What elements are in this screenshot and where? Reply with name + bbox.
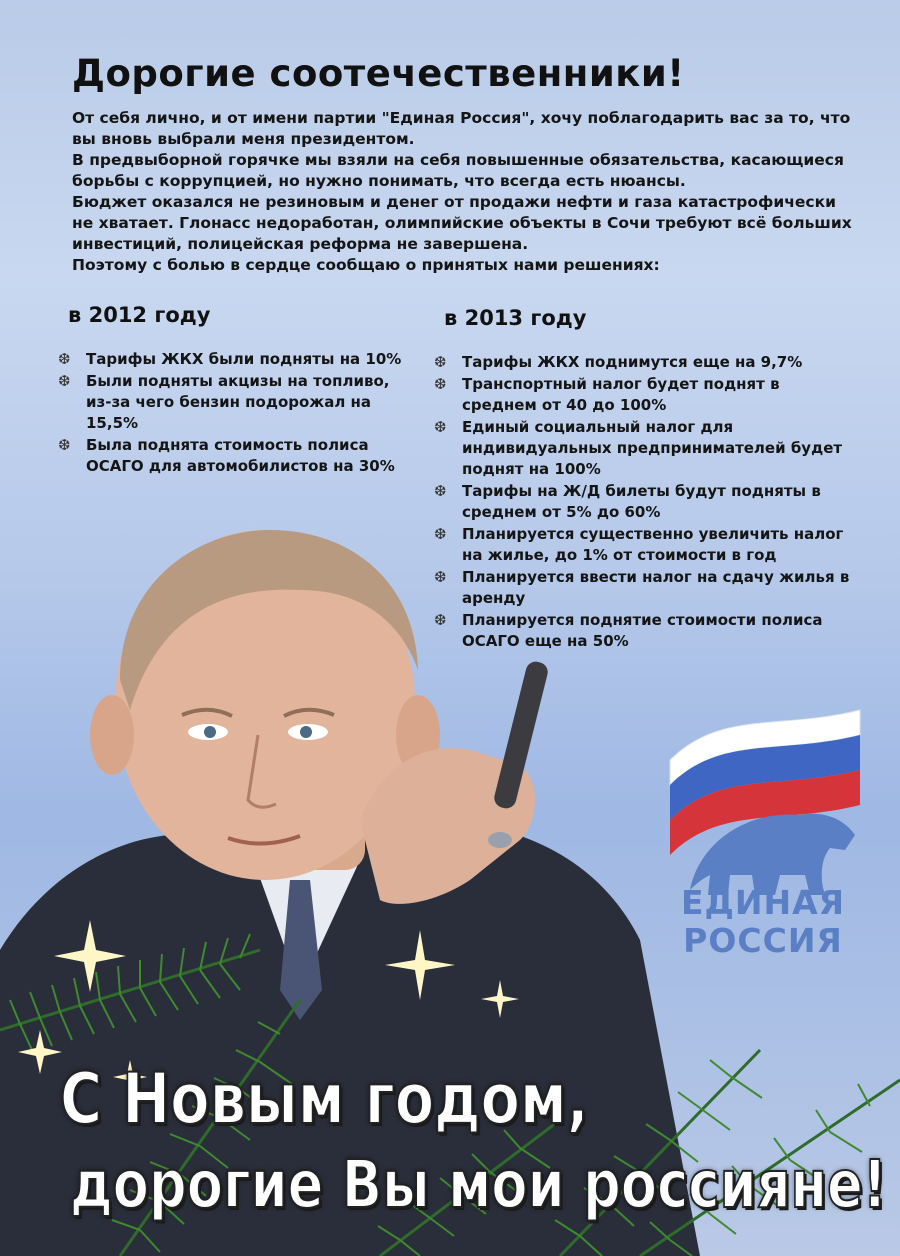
snowflake-bullet-icon: ❆	[434, 353, 447, 371]
greeting-line-2: дорогие Вы мои россияне!	[70, 1146, 887, 1223]
intro-paragraph: Бюджет оказался не резиновым и денег от продажи нефти и газа катастрофически не хватает. Глонасс недоработан, олимпийские объекты в Сочи требуют всё больших инвестиций, полицейская реформа не завершена.	[72, 193, 852, 253]
list-item	[432, 352, 852, 373]
year-2012-list	[56, 349, 406, 477]
intro-paragraph: В предвыборной горячке мы взяли на себя повышенные обязательства, касающиеся борьбы с коррупцией, но нужно понимать, что всегда есть нюансы.	[72, 151, 844, 190]
intro-paragraph: От себя лично, и от имени партии "Единая Россия", хочу поблагодарить вас за то, что вы вновь выбрали меня президентом.	[72, 109, 851, 148]
snowflake-bullet-icon: ❆	[434, 611, 447, 629]
snowflake-bullet-icon: ❆	[58, 350, 71, 368]
list-item	[432, 417, 852, 480]
intro-text	[72, 108, 862, 276]
list-item-text: Были подняты акцизы на топливо, из-за чего бензин подорожал на 15,5%	[86, 372, 390, 432]
list-item-text: Единый социальный налог для индивидуальных предпринимателей будет поднят на 100%	[462, 418, 843, 478]
snowflake-bullet-icon: ❆	[434, 418, 447, 436]
list-item-text: Была поднята стоимость полиса ОСАГО для автомобилистов на 30%	[86, 436, 395, 475]
list-item-text: Транспортный налог будет поднят в среднем от 40 до 100%	[462, 375, 780, 414]
list-item-text: Тарифы ЖКХ поднимутся еще на 9,7%	[462, 353, 803, 371]
list-item-text: Планируется существенно увеличить налог на жилье, до 1% от стоимости в год	[462, 525, 844, 564]
year-2012-heading: в 2012 году	[68, 303, 211, 327]
list-item	[56, 371, 406, 434]
snowflake-bullet-icon: ❆	[434, 482, 447, 500]
list-item	[432, 481, 852, 523]
party-logo-line1: ЕДИНАЯ	[680, 883, 846, 922]
list-item-text: Планируется ввести налог на сдачу жилья в аренду	[462, 568, 850, 607]
greeting-line-1: С Новым годом,	[60, 1058, 589, 1140]
list-item	[56, 349, 406, 370]
year-2012-column	[56, 303, 406, 478]
snowflake-bullet-icon: ❆	[434, 525, 447, 543]
intro-paragraph: Поэтому с болью в сердце сообщаю о принятых нами решениях:	[72, 256, 660, 274]
list-item-text: Планируется поднятие стоимости полиса ОСАГО еще на 50%	[462, 611, 823, 650]
snowflake-bullet-icon: ❆	[58, 436, 71, 454]
list-item	[56, 435, 406, 477]
snowflake-bullet-icon: ❆	[434, 568, 447, 586]
list-item-text: Тарифы ЖКХ были подняты на 10%	[86, 350, 402, 368]
snowflake-bullet-icon: ❆	[58, 372, 71, 390]
list-item-text: Тарифы на Ж/Д билеты будут подняты в среднем от 5% до 60%	[462, 482, 821, 521]
year-2013-heading: в 2013 году	[444, 306, 587, 330]
list-item	[432, 374, 852, 416]
party-logo-line2: РОССИЯ	[683, 921, 843, 960]
snowflake-bullet-icon: ❆	[434, 375, 447, 393]
headline: Дорогие соотечественники!	[72, 52, 685, 95]
